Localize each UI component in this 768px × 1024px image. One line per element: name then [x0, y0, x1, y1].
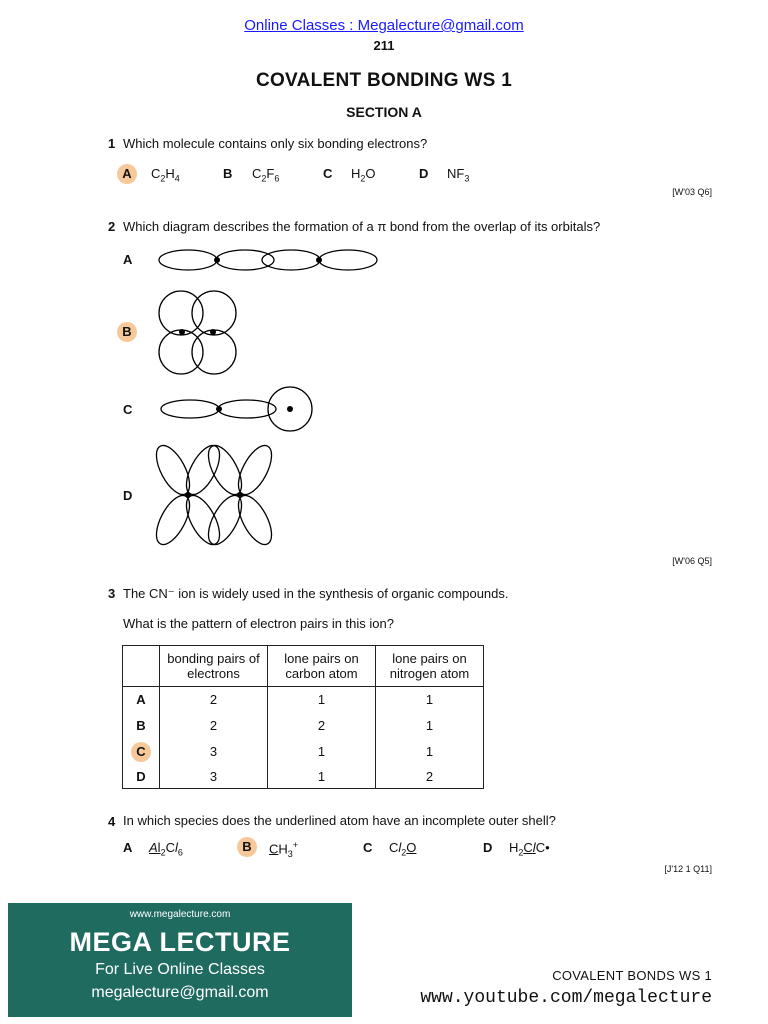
header-bonding-pairs: [160, 646, 268, 687]
q1-option-a-formula: $C_2H_4$: [151, 166, 180, 184]
header-email-link[interactable]: Online Classes : Megalecture@gmail.com: [244, 17, 524, 34]
row-bonding-value: 3: [160, 739, 268, 765]
banner-email: megalecture@gmail.com: [91, 984, 269, 1001]
q1-option-b-formula: $C_2F_6$: [252, 166, 280, 184]
q4-reference: [J'12 1 Q11]: [664, 864, 712, 874]
worksheet-title: COVALENT BONDING WS 1: [255, 70, 513, 91]
q1-option-a-letter: A: [117, 164, 137, 184]
q4-number: 4: [108, 814, 116, 829]
q2-option-b-letter: B: [117, 322, 137, 342]
q2-option-c-letter: C: [123, 402, 133, 417]
megalecture-banner: [8, 903, 352, 1017]
table-header-row: [123, 646, 484, 687]
row-bonding-value: 3: [160, 765, 268, 789]
banner-url: www.megalecture.com: [129, 909, 231, 920]
banner-subtitle: For Live Online Classes: [95, 961, 265, 978]
q1-number: 1: [108, 136, 116, 151]
row-nitrogen-value: 1: [376, 713, 484, 739]
header-lone-pairs-carbon: [268, 646, 376, 687]
q1-option-d-letter: D: [419, 166, 429, 181]
footer-youtube-link[interactable]: www.youtube.com/megalecture: [420, 988, 712, 1008]
q4-option-d-formula: $H_2ClC•$: [509, 840, 550, 858]
table-row: [123, 765, 484, 789]
row-letter: B: [123, 713, 160, 739]
q1-reference: [W'03 Q6]: [672, 187, 712, 197]
q3-number: 3: [108, 586, 116, 601]
q2-option-d-letter: D: [123, 488, 133, 503]
q2-reference: [W'06 Q5]: [672, 556, 712, 566]
page-number: 211: [373, 38, 395, 53]
header-bonding-pairs-line-2: electrons: [187, 666, 240, 681]
table-row: [123, 687, 484, 713]
row-bonding-value: 2: [160, 713, 268, 739]
row-nitrogen-value: 1: [376, 687, 484, 713]
header-lone-pairs-carbon-line-2: carbon atom: [285, 666, 358, 681]
q3-text-2: What is the pattern of electron pairs in this ion?: [123, 616, 394, 631]
table-corner-cell: [123, 646, 160, 687]
q4-option-d-letter: D: [483, 840, 493, 855]
row-letter-cell: [123, 739, 160, 765]
row-carbon-value: 1: [268, 687, 376, 713]
footer-doc-title: COVALENT BONDS WS 1: [552, 968, 712, 983]
q3-text-1: The CN⁻ ion is widely used in the synthesis of organic compounds.: [123, 586, 509, 601]
header-lone-pairs-nitrogen-line-2: nitrogen atom: [389, 666, 470, 681]
q4-text: In which species does the underlined atom have an incomplete outer shell?: [123, 813, 556, 828]
row-carbon-value: 1: [268, 765, 376, 789]
row-nitrogen-value: 2: [376, 765, 484, 789]
q2-text: Which diagram describes the formation of a π bond from the overlap of its orbitals?: [123, 219, 601, 234]
row-nitrogen-value: 1: [376, 739, 484, 765]
q1-option-c-formula: $H_2O$: [351, 166, 376, 184]
diagram-a-end-to-end-overlap: [159, 250, 377, 270]
q2-option-a-letter: A: [123, 252, 133, 267]
q1-option-d-formula: $NF_3$: [447, 166, 470, 184]
q1-option-b-letter: B: [223, 166, 233, 181]
q4-option-b-letter: B: [237, 837, 257, 857]
header-bonding-pairs-line-1: bonding pairs of: [167, 651, 260, 666]
banner-title: MEGA LECTURE: [69, 927, 291, 957]
q4-option-b-formula: $CH_3^+$: [269, 840, 299, 859]
header-lone-pairs-nitrogen: [376, 646, 484, 687]
q3-answer-table: [122, 645, 484, 789]
section-heading: SECTION A: [346, 104, 422, 120]
q1-text: Which molecule contains only six bonding electrons?: [123, 136, 428, 151]
row-letter-selected: C: [131, 742, 151, 762]
row-carbon-value: 2: [268, 713, 376, 739]
q4-option-c-formula: $Cl_2O$: [389, 840, 417, 858]
q2-number: 2: [108, 219, 116, 234]
row-letter: A: [123, 687, 160, 713]
q4-option-a-formula: $Al_2Cl_6$: [149, 840, 183, 858]
table-row: [123, 739, 484, 765]
q4-option-c-letter: C: [363, 840, 373, 855]
row-letter: D: [123, 765, 160, 789]
table-row: [123, 713, 484, 739]
header-lone-pairs-nitrogen-line-1: lone pairs on: [392, 651, 467, 666]
diagram-d-angled-overlap: [150, 441, 279, 550]
diagram-b-sideways-overlap: [159, 291, 236, 374]
q4-option-b: [237, 837, 257, 857]
q1-option-c-letter: C: [323, 166, 333, 181]
row-carbon-value: 1: [268, 739, 376, 765]
row-bonding-value: 2: [160, 687, 268, 713]
q4-option-a-letter: A: [123, 840, 133, 855]
header-lone-pairs-carbon-line-1: lone pairs on: [284, 651, 359, 666]
